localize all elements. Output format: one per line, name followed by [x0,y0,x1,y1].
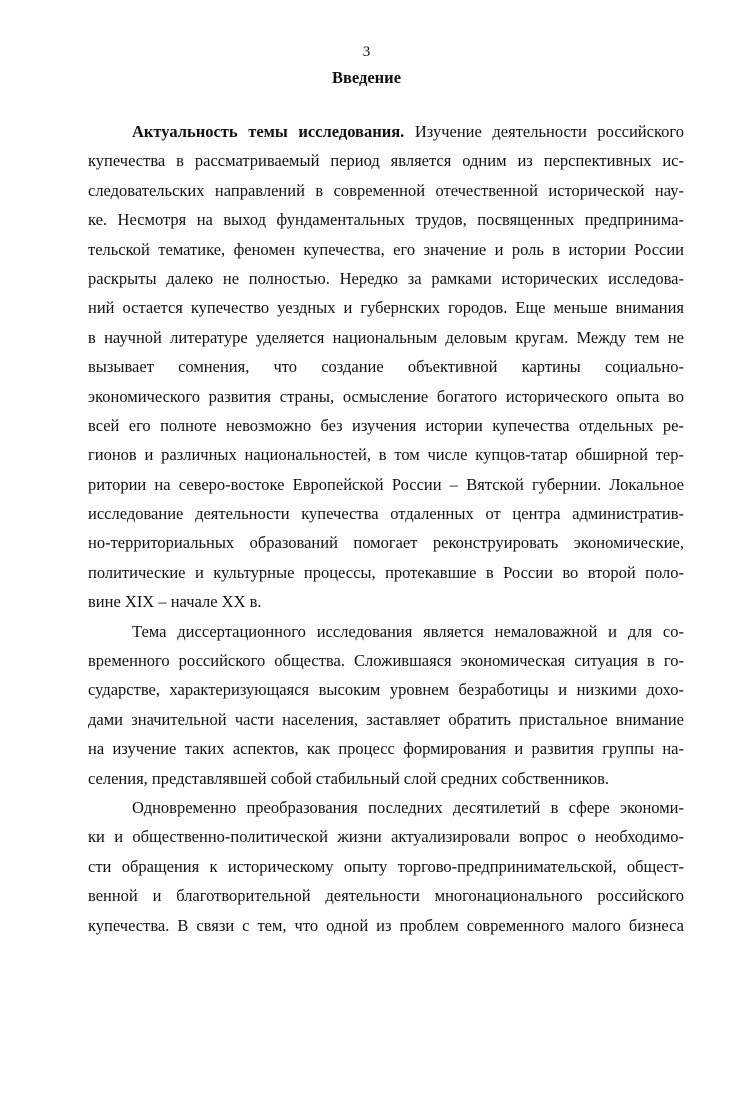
text-line: сти обращения к историческому опыту торгово-предпринимательской, общест- [88,856,684,876]
text-line: на изучение таких аспектов, как процесс формирования и развития группы на- [88,739,684,759]
text-line: исследование деятельности купечества отдаленных от центра административ- [88,504,684,524]
text-line: селения, представлявшей собой стабильный слой средних собственников. [88,768,610,788]
text-line: гионов и различных национальностей, в том числе купцов-татар обширной тер- [88,445,684,465]
text-line: купечества. В связи с тем, что одной из проблем современного малого бизнеса [88,915,684,935]
text-line: временного российского общества. Сложившаяся экономическая ситуация в го- [88,651,684,671]
text-line: венной и благотворительной деятельности многонационального российского [88,886,684,906]
text-line: дами значительной части населения, заставляет обратить пристальное внимание [88,709,684,729]
body-text [88,117,684,940]
section-title: Введение [331,68,402,87]
text-line: вине XIX – начале XX в. [88,592,262,612]
page-number: 3 [362,44,371,60]
text-line: ритории на северо-востоке Европейской России – Вятской губернии. Локальное [88,474,684,494]
text-line: Тема диссертационного исследования является немаловажной и для со- [132,621,684,641]
text-line: ке. Несмотря на выход фундаментальных трудов, посвященных предпринима- [88,210,684,230]
lead-phrase: Актуальность темы исследования. [132,122,405,141]
text-line: купечества в рассматриваемый период является одним из перспективных ис- [88,151,684,171]
text-line: в научной литературе уделяется национальным деловым кругам. Между тем не [88,327,684,347]
text-line: ний остается купечество уездных и губернских городов. Еще меньше внимания [88,298,684,318]
text-line: экономического развития страны, осмысление богатого исторического опыта во [88,386,684,406]
text-line: политические и культурные процессы, протекавшие в России во второй поло- [88,562,684,582]
text-line: ки и общественно-политической жизни актуализировали вопрос о необходимо- [88,827,684,847]
text-line: сударстве, характеризующаяся высоким уровнем безработицы и низкими дохо- [88,680,684,700]
text-line: но-территориальных образований помогает реконструировать экономические, [88,533,684,553]
text-line: следовательских направлений в современной отечественной исторической нау- [88,180,684,200]
text-line: Актуальность темы исследования. Изучение деятельности российского [132,122,684,141]
text-line: Одновременно преобразования последних десятилетий в сфере экономи- [132,797,684,817]
text-line: вызывает сомнения, что создание объективной картины социально- [88,357,684,377]
text-line: раскрыты далеко не полностью. Нередко за рамками исторических исследова- [88,268,684,288]
text-line: тельской тематике, феномен купечества, его значение и роль в истории России [88,239,684,259]
text-line: всей его полноте невозможно без изучения истории купечества отдельных ре- [88,415,684,435]
